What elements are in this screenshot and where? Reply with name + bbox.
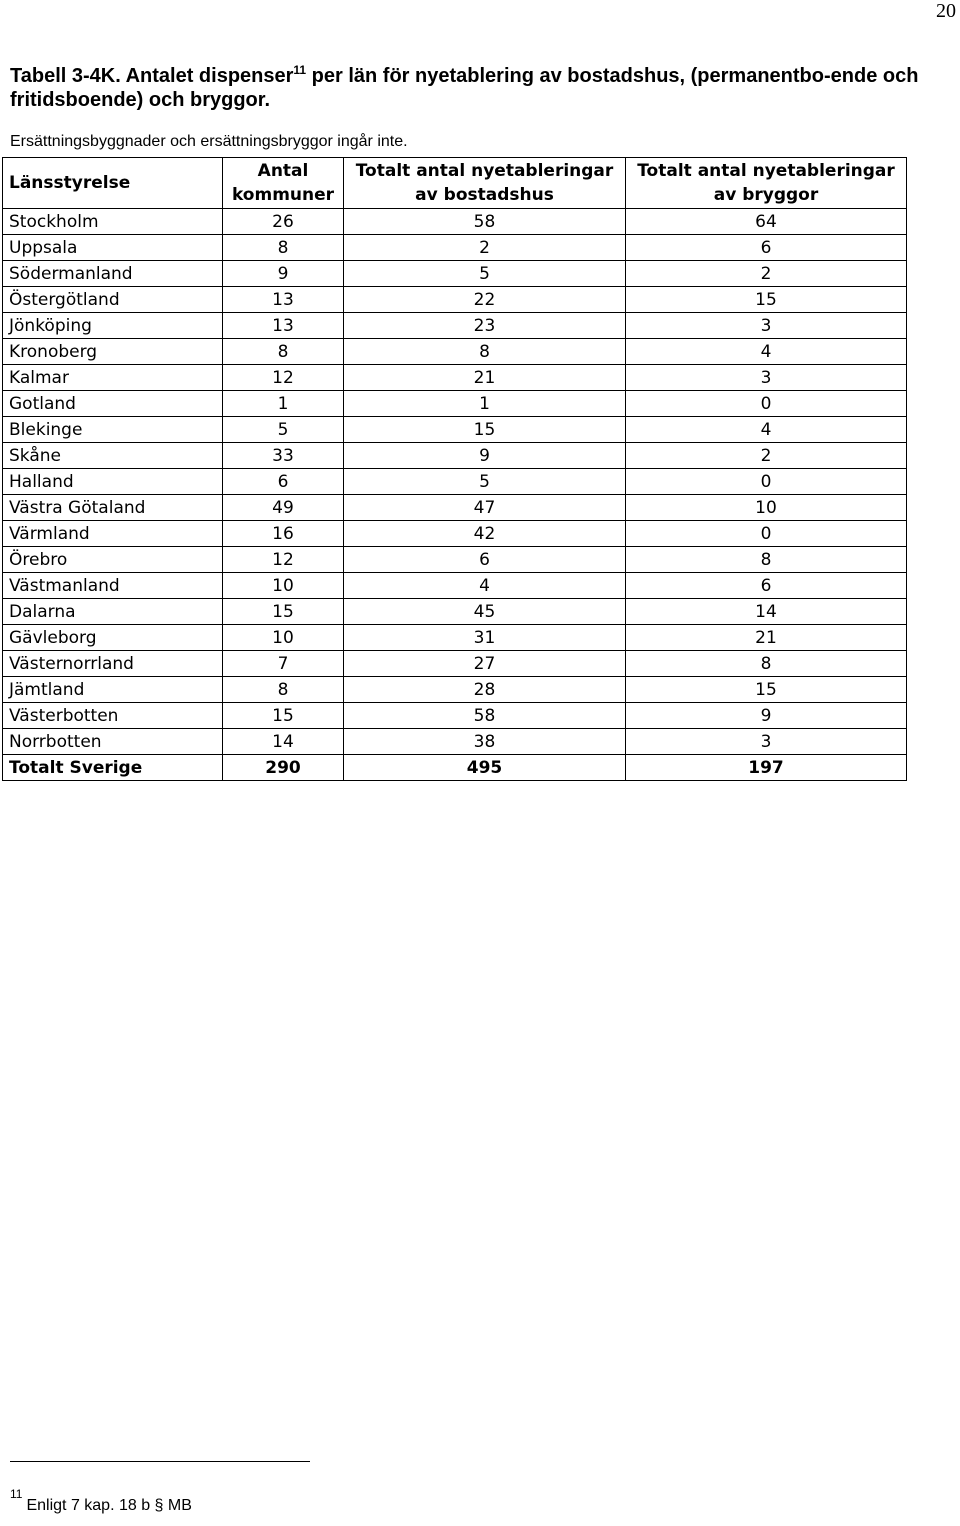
- value-cell: 22: [344, 287, 626, 313]
- county-name-cell: Västerbotten: [3, 703, 223, 729]
- value-cell: 31: [344, 625, 626, 651]
- table-row: [3, 443, 907, 469]
- county-name-cell: Uppsala: [3, 235, 223, 261]
- caption-label: Tabell 3-4K. Antalet dispenser: [10, 65, 294, 87]
- county-name-cell: Västra Götaland: [3, 495, 223, 521]
- county-name-cell: Jämtland: [3, 677, 223, 703]
- table-row: [3, 677, 907, 703]
- value-cell: 6: [344, 547, 626, 573]
- value-cell: 14: [626, 599, 907, 625]
- value-cell: 2: [344, 235, 626, 261]
- value-cell: 8: [223, 677, 344, 703]
- value-cell: 38: [344, 729, 626, 755]
- value-cell: 15: [223, 703, 344, 729]
- header-bryggor: Totalt antal nyetableringar av bryggor: [626, 158, 907, 209]
- value-cell: 21: [626, 625, 907, 651]
- footnote-separator: [10, 1461, 310, 1462]
- county-name-cell: Värmland: [3, 521, 223, 547]
- table-row: [3, 287, 907, 313]
- value-cell: 10: [223, 573, 344, 599]
- table-note: Ersättningsbyggnader och ersättningsbryggor ingår inte.: [10, 133, 408, 150]
- value-cell: 5: [344, 469, 626, 495]
- value-cell: 15: [626, 287, 907, 313]
- table-row: [3, 495, 907, 521]
- footnote-number: 11: [10, 1487, 23, 1501]
- value-cell: 15: [223, 599, 344, 625]
- value-cell: 23: [344, 313, 626, 339]
- county-name-cell: Gävleborg: [3, 625, 223, 651]
- value-cell: 8: [626, 547, 907, 573]
- value-cell: 9: [626, 703, 907, 729]
- table-row: [3, 235, 907, 261]
- value-cell: 64: [626, 209, 907, 235]
- county-name-cell: Halland: [3, 469, 223, 495]
- footnote-reference: 11: [293, 63, 307, 77]
- county-name-cell: Totalt Sverige: [3, 755, 223, 781]
- table-row: [3, 703, 907, 729]
- county-name-cell: Jönköping: [3, 313, 223, 339]
- dispenser-table: [2, 157, 907, 781]
- value-cell: 5: [344, 261, 626, 287]
- value-cell: 12: [223, 365, 344, 391]
- table-body: [3, 209, 907, 781]
- caption-text: per län för nyetablering av bostadshus, (permanentbo-ende och fritidsboende) och bryggor.: [10, 65, 919, 111]
- county-name-cell: Stockholm: [3, 209, 223, 235]
- value-cell: 33: [223, 443, 344, 469]
- value-cell: 15: [626, 677, 907, 703]
- page-number: 20: [936, 0, 956, 22]
- value-cell: 26: [223, 209, 344, 235]
- county-name-cell: Norrbotten: [3, 729, 223, 755]
- value-cell: 8: [344, 339, 626, 365]
- county-name-cell: Östergötland: [3, 287, 223, 313]
- value-cell: 8: [626, 651, 907, 677]
- county-name-cell: Gotland: [3, 391, 223, 417]
- county-name-cell: Dalarna: [3, 599, 223, 625]
- county-name-cell: Kronoberg: [3, 339, 223, 365]
- value-cell: 8: [223, 339, 344, 365]
- value-cell: 49: [223, 495, 344, 521]
- value-cell: 290: [223, 755, 344, 781]
- value-cell: 1: [223, 391, 344, 417]
- value-cell: 6: [626, 235, 907, 261]
- footnote: [10, 1487, 192, 1516]
- table-row: [3, 547, 907, 573]
- value-cell: 58: [344, 703, 626, 729]
- value-cell: 4: [626, 417, 907, 443]
- value-cell: 3: [626, 365, 907, 391]
- value-cell: 3: [626, 729, 907, 755]
- value-cell: 9: [344, 443, 626, 469]
- table-row: [3, 521, 907, 547]
- value-cell: 13: [223, 313, 344, 339]
- value-cell: 6: [626, 573, 907, 599]
- value-cell: 10: [223, 625, 344, 651]
- value-cell: 5: [223, 417, 344, 443]
- county-name-cell: Kalmar: [3, 365, 223, 391]
- value-cell: 9: [223, 261, 344, 287]
- value-cell: 15: [344, 417, 626, 443]
- table-row: [3, 391, 907, 417]
- header-bostadshus: Totalt antal nyetableringar av bostadshus: [344, 158, 626, 209]
- value-cell: 0: [626, 391, 907, 417]
- county-name-cell: Skåne: [3, 443, 223, 469]
- value-cell: 27: [344, 651, 626, 677]
- value-cell: 0: [626, 469, 907, 495]
- table-row: [3, 651, 907, 677]
- value-cell: 197: [626, 755, 907, 781]
- table-row: [3, 339, 907, 365]
- value-cell: 12: [223, 547, 344, 573]
- value-cell: 4: [344, 573, 626, 599]
- county-name-cell: Blekinge: [3, 417, 223, 443]
- header-lansstyrelse: Länsstyrelse: [3, 158, 223, 209]
- value-cell: 16: [223, 521, 344, 547]
- value-cell: 58: [344, 209, 626, 235]
- table-row: [3, 573, 907, 599]
- value-cell: 0: [626, 521, 907, 547]
- table-total-row: [3, 755, 907, 781]
- table-row: [3, 261, 907, 287]
- value-cell: 42: [344, 521, 626, 547]
- table-row: [3, 469, 907, 495]
- value-cell: 13: [223, 287, 344, 313]
- table-row: [3, 599, 907, 625]
- county-name-cell: Västmanland: [3, 573, 223, 599]
- county-name-cell: Örebro: [3, 547, 223, 573]
- table-header-row: [3, 158, 907, 209]
- value-cell: 10: [626, 495, 907, 521]
- value-cell: 14: [223, 729, 344, 755]
- value-cell: 8: [223, 235, 344, 261]
- value-cell: 7: [223, 651, 344, 677]
- table-row: [3, 625, 907, 651]
- county-name-cell: Västernorrland: [3, 651, 223, 677]
- table-row: [3, 729, 907, 755]
- table-caption: [10, 64, 930, 112]
- value-cell: 6: [223, 469, 344, 495]
- value-cell: 28: [344, 677, 626, 703]
- value-cell: 47: [344, 495, 626, 521]
- value-cell: 2: [626, 261, 907, 287]
- value-cell: 3: [626, 313, 907, 339]
- value-cell: 2: [626, 443, 907, 469]
- table-row: [3, 417, 907, 443]
- value-cell: 1: [344, 391, 626, 417]
- table-row: [3, 365, 907, 391]
- table-row: [3, 209, 907, 235]
- value-cell: 21: [344, 365, 626, 391]
- value-cell: 495: [344, 755, 626, 781]
- value-cell: 4: [626, 339, 907, 365]
- county-name-cell: Södermanland: [3, 261, 223, 287]
- footnote-text: Enligt 7 kap. 18 b § MB: [26, 1497, 192, 1514]
- table-row: [3, 313, 907, 339]
- header-antal-kommuner: Antal kommuner: [223, 158, 344, 209]
- value-cell: 45: [344, 599, 626, 625]
